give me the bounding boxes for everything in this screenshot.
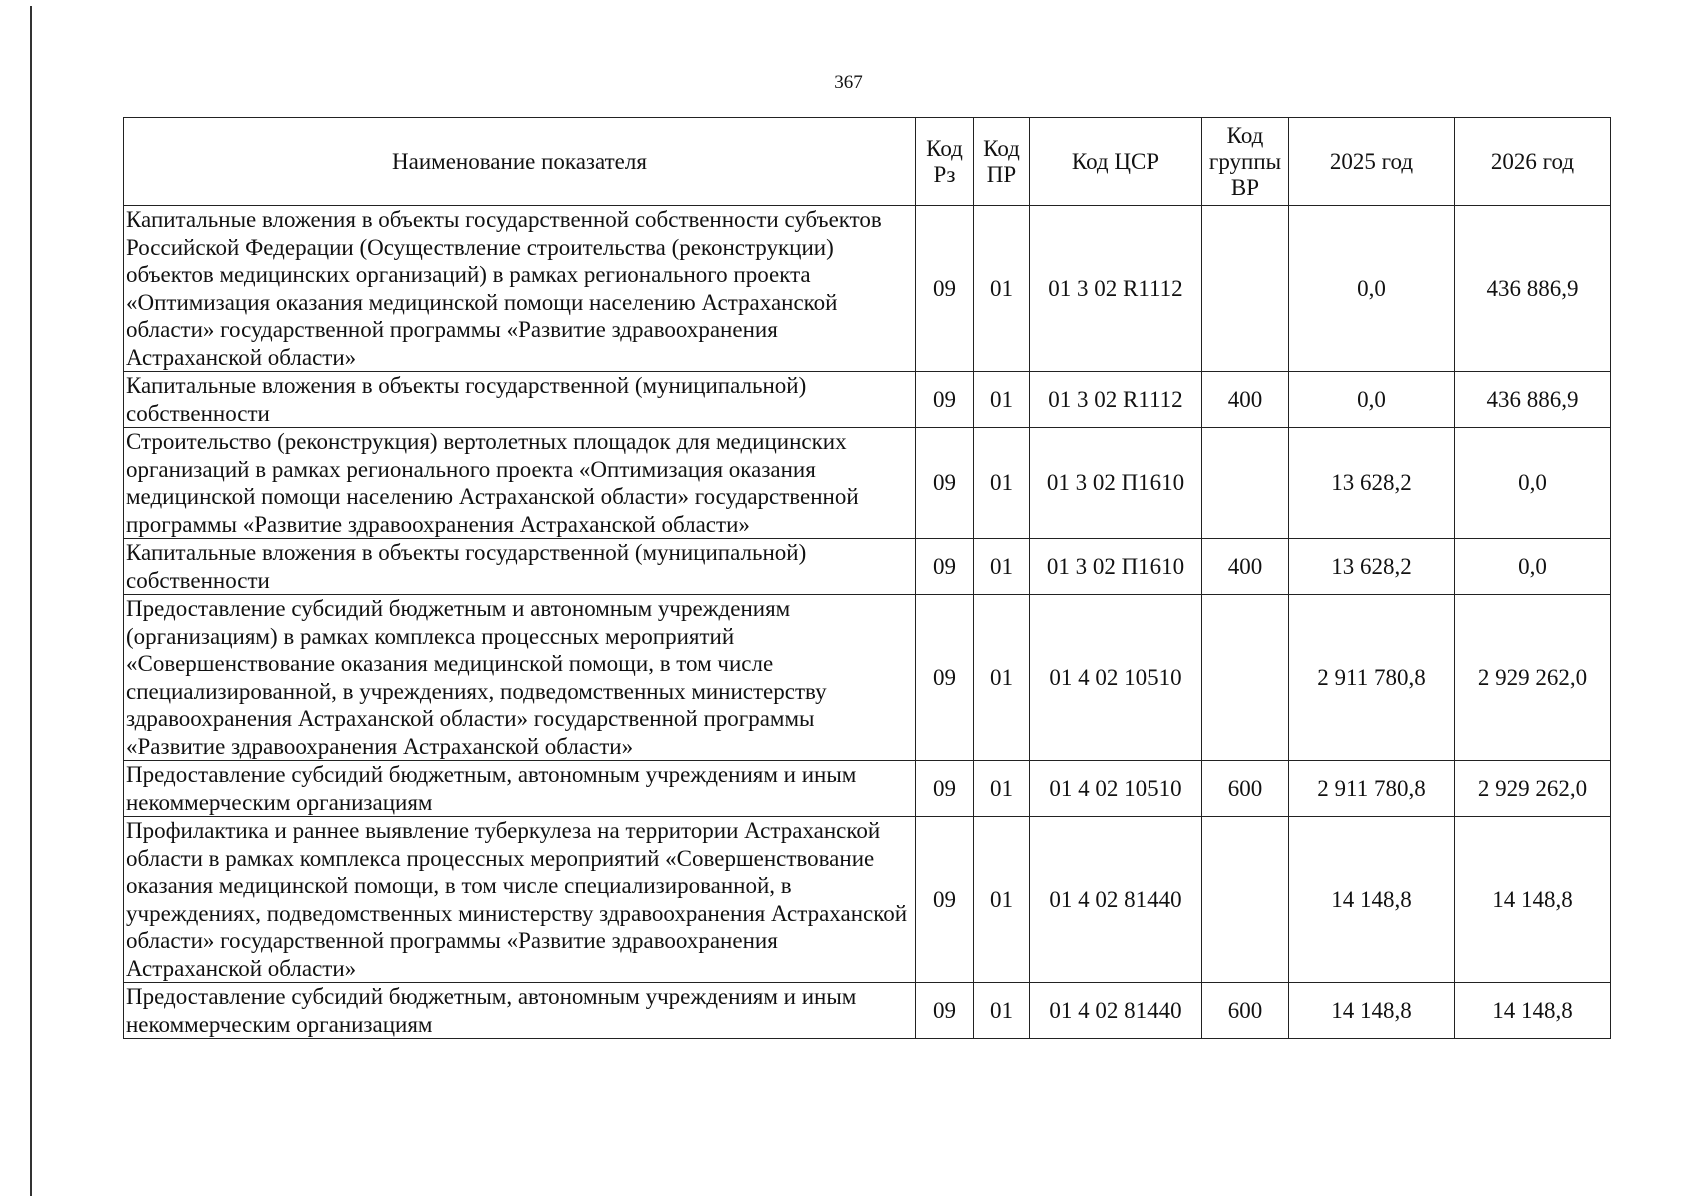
cell-csr: 01 3 02 R1112 (1030, 372, 1202, 428)
table-row (124, 206, 1611, 372)
table-row (124, 428, 1611, 539)
cell-name: Капитальные вложения в объекты государственной собственности субъектов Российской Федерации (Осуществление строительства (реконструкции) объектов медицинских организаций) в рамках регионального проекта «Оптимизация оказания медицинской помощи населению Астраханской области» государственной программы «Развитие здравоохранения Астраханской области» (124, 206, 916, 372)
cell-2025: 14 148,8 (1289, 817, 1455, 983)
cell-vr: 600 (1202, 761, 1289, 817)
cell-2026: 0,0 (1455, 428, 1611, 539)
table-row (124, 595, 1611, 761)
cell-rz: 09 (916, 539, 974, 595)
cell-pr: 01 (974, 372, 1030, 428)
cell-2026: 436 886,9 (1455, 206, 1611, 372)
table-row (124, 372, 1611, 428)
page-number: 367 (834, 72, 863, 93)
cell-csr: 01 4 02 10510 (1030, 595, 1202, 761)
table-header-row (124, 118, 1611, 206)
cell-vr (1202, 428, 1289, 539)
cell-vr (1202, 595, 1289, 761)
cell-pr: 01 (974, 761, 1030, 817)
cell-rz: 09 (916, 761, 974, 817)
cell-2026: 2 929 262,0 (1455, 761, 1611, 817)
cell-name: Предоставление субсидий бюджетным и автономным учреждениям (организациям) в рамках комплекса процессных мероприятий «Совершенствование оказания медицинской помощи, в том числе специализированной, в учреждениях, подведомственных министерству здравоохранения Астраханской области» государственной программы «Развитие здравоохранения Астраханской области» (124, 595, 916, 761)
budget-table (123, 117, 1611, 1039)
cell-2025: 0,0 (1289, 206, 1455, 372)
cell-rz: 09 (916, 372, 974, 428)
cell-2026: 14 148,8 (1455, 983, 1611, 1039)
cell-2025: 0,0 (1289, 372, 1455, 428)
cell-rz: 09 (916, 595, 974, 761)
cell-rz: 09 (916, 817, 974, 983)
header-name: Наименование показателя (124, 118, 916, 206)
cell-2025: 13 628,2 (1289, 428, 1455, 539)
cell-pr: 01 (974, 539, 1030, 595)
cell-pr: 01 (974, 817, 1030, 983)
cell-csr: 01 3 02 П1610 (1030, 428, 1202, 539)
header-csr: Код ЦСР (1030, 118, 1202, 206)
cell-pr: 01 (974, 206, 1030, 372)
cell-2026: 0,0 (1455, 539, 1611, 595)
cell-pr: 01 (974, 983, 1030, 1039)
cell-rz: 09 (916, 428, 974, 539)
cell-2025: 2 911 780,8 (1289, 595, 1455, 761)
cell-name: Предоставление субсидий бюджетным, автономным учреждениям и иным некоммерческим организациям (124, 983, 916, 1039)
cell-csr: 01 4 02 10510 (1030, 761, 1202, 817)
cell-2025: 13 628,2 (1289, 539, 1455, 595)
cell-csr: 01 4 02 81440 (1030, 817, 1202, 983)
page-binding-line (30, 6, 32, 1196)
cell-name: Капитальные вложения в объекты государственной (муниципальной) собственности (124, 372, 916, 428)
cell-2026: 2 929 262,0 (1455, 595, 1611, 761)
header-2025: 2025 год (1289, 118, 1455, 206)
table-row (124, 761, 1611, 817)
cell-csr: 01 3 02 П1610 (1030, 539, 1202, 595)
cell-vr: 600 (1202, 983, 1289, 1039)
cell-vr: 400 (1202, 372, 1289, 428)
cell-2025: 14 148,8 (1289, 983, 1455, 1039)
header-pr: Код ПР (974, 118, 1030, 206)
table-row (124, 539, 1611, 595)
cell-vr: 400 (1202, 539, 1289, 595)
table-row (124, 983, 1611, 1039)
cell-vr (1202, 206, 1289, 372)
cell-pr: 01 (974, 428, 1030, 539)
header-rz: Код Рз (916, 118, 974, 206)
header-vr: Код группы ВР (1202, 118, 1289, 206)
cell-csr: 01 4 02 81440 (1030, 983, 1202, 1039)
cell-rz: 09 (916, 206, 974, 372)
cell-2026: 14 148,8 (1455, 817, 1611, 983)
cell-csr: 01 3 02 R1112 (1030, 206, 1202, 372)
cell-name: Строительство (реконструкция) вертолетных площадок для медицинских организаций в рамках регионального проекта «Оптимизация оказания медицинской помощи населению Астраханской области» государственной программы «Развитие здравоохранения Астраханской области» (124, 428, 916, 539)
cell-name: Предоставление субсидий бюджетным, автономным учреждениям и иным некоммерческим организациям (124, 761, 916, 817)
cell-name: Капитальные вложения в объекты государственной (муниципальной) собственности (124, 539, 916, 595)
cell-rz: 09 (916, 983, 974, 1039)
cell-2026: 436 886,9 (1455, 372, 1611, 428)
cell-name: Профилактика и раннее выявление туберкулеза на территории Астраханской области в рамках комплекса процессных мероприятий «Совершенствование оказания медицинской помощи, в том числе специализированной, в учреждениях, подведомственных министерству здравоохранения Астраханской области» государственной программы «Развитие здравоохранения Астраханской области» (124, 817, 916, 983)
header-2026: 2026 год (1455, 118, 1611, 206)
cell-2025: 2 911 780,8 (1289, 761, 1455, 817)
cell-vr (1202, 817, 1289, 983)
cell-pr: 01 (974, 595, 1030, 761)
table-row (124, 817, 1611, 983)
